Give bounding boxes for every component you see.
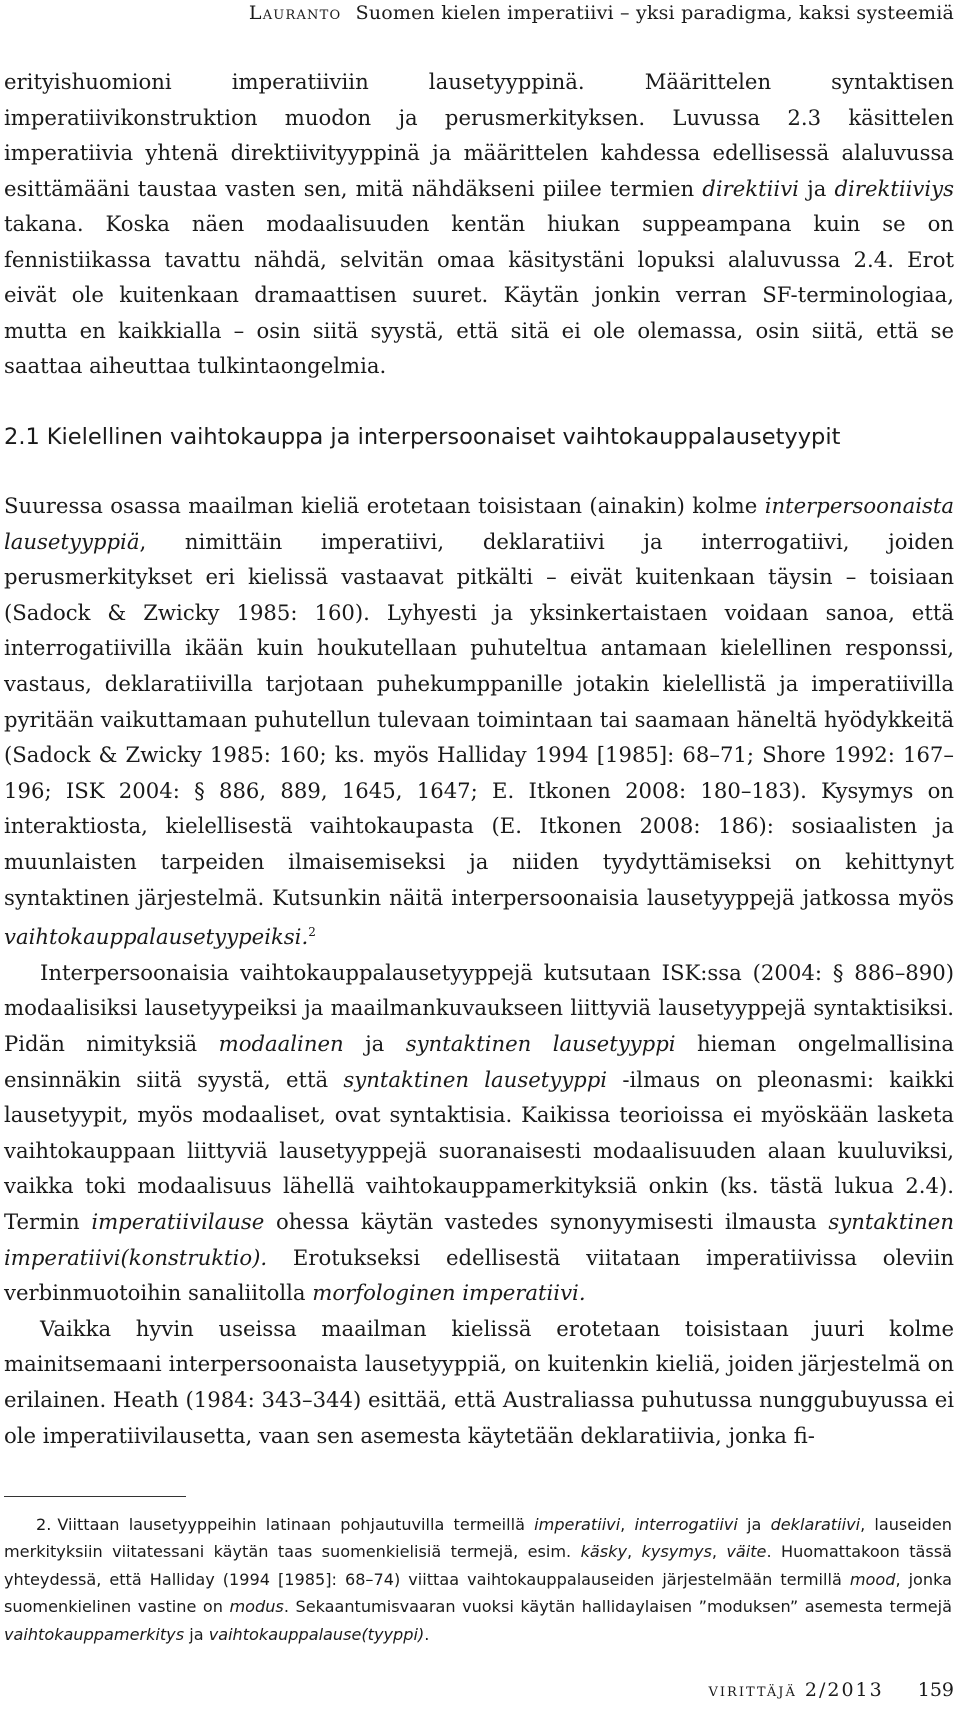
footnote-divider (4, 1496, 186, 1497)
term-italic: syntaktinen lausetyyppi (405, 1030, 676, 1056)
footnote (4, 1511, 952, 1648)
page-number: 159 (917, 1679, 954, 1701)
running-head-title: Suomen kielen imperatiivi – yksi paradigma, kaksi systeemiä (355, 2, 954, 24)
term-italic: imperatiivi (534, 1515, 621, 1534)
term-italic: imperatiivilause (91, 1208, 265, 1234)
text-run: , jonka suomenkielinen vastine on (4, 1569, 952, 1617)
section-number: 2.1 (4, 424, 40, 450)
text-run: Vaikka hyvin useissa maailman kielissä erotetaan toisistaan juuri kolme mainitsemaani interpersoonaista lausetyyppiä, on kuitenkin kieliä, joiden järjestelmä on erilainen. Heath (1984: 343–344) esittää, että Australiassa puhutussa nunggubuyussa ei ole imperatiivilausetta, vaan sen asemesta käytetään deklaratiivia, jonka fi- (4, 1315, 955, 1448)
text-run: . Huomattakoon tässä yhteydessä, että Halliday (1994 [1985]: 68–74) viittaa vaihtokauppalauseiden järjestelmään termillä (4, 1542, 953, 1589)
term-italic: modus (229, 1597, 284, 1617)
term-italic: vaihtokauppalause(tyyppi) (208, 1624, 425, 1644)
term-italic: direktiiviys (834, 175, 954, 201)
text-run: . Sekaantumisvaaran vuoksi käytän hallidaylaisen ”moduksen” asemesta termejä (283, 1597, 952, 1617)
term-italic: deklaratiivi (770, 1515, 861, 1534)
text-run: ja (343, 1030, 406, 1056)
paragraph-2 (4, 955, 954, 1311)
text-run: , (626, 1542, 642, 1562)
term-italic: interpersoonaista lausetyyppiä (4, 493, 954, 554)
section-heading (4, 424, 840, 450)
term-italic: vaihtokauppalausetyypeiksi. (4, 924, 309, 950)
paragraph-3 (4, 1311, 954, 1453)
term-italic: modaalinen (218, 1030, 344, 1056)
term-italic: käsky (580, 1542, 627, 1562)
running-head (249, 2, 954, 24)
term-italic: interrogatiivi (634, 1515, 738, 1534)
term-italic: vaihtokauppamerkitys (4, 1624, 185, 1644)
text-run: . (424, 1624, 430, 1644)
running-head-author: Lauranto (248, 2, 342, 24)
text-run: , lauseiden merkityksiin viitatessani käytän taas suomenkielisiä termejä, esim. (4, 1515, 952, 1562)
footnote-marker[interactable]: 2 (308, 925, 316, 940)
text-run: ja (737, 1515, 771, 1534)
text-run: ja (798, 175, 835, 201)
section-body (4, 488, 954, 1453)
term-italic: väite (726, 1542, 767, 1562)
term-italic: direktiivi (702, 175, 799, 201)
page-footer (709, 1679, 954, 1701)
text-run: erityishuomioni imperatiiviin lausetyyppinä. Määrittelen syntaktisen imperatiivikonstruktion muodon ja perusmerkityksen. Luvussa 2.3 käsittelen imperatiivia yhtenä direktiivityyppinä ja määrittelen kahdessa edellisessä alaluvussa esittämääni taustaa vasten sen, mitä nähdäkseni piilee termien (4, 69, 954, 201)
text-run: Viittaan lausetyyppeihin latinaan pohjautuvilla termeillä (57, 1515, 535, 1534)
text-run: Suuressa osassa maailman kieliä erotetaan toisistaan (ainakin) kolme (4, 493, 765, 518)
intro-paragraph (4, 64, 954, 384)
term-italic: mood (849, 1569, 896, 1589)
term-italic: morfologinen imperatiivi. (312, 1280, 586, 1306)
text-run: ohessa käytän vastedes synonyymisesti ilmausta (264, 1208, 829, 1234)
journal-name: virittäjä 2/2013 (708, 1679, 884, 1701)
text-run: , (620, 1515, 635, 1534)
paragraph-1 (4, 488, 954, 955)
text-run: takana. Koska näen modaalisuuden kentän hiukan suppeampana kuin se on fennistiikassa tavattu nähdä, selvitän omaa käsitystäni lopuksi alaluvussa 2.4. Erot eivät ole kuitenkaan dramaattisen suuret. Käytän jonkin verran SF-terminologiaa, mutta en kaikkialla – osin siitä syystä, että sitä ei ole olemassa, osin siitä, että se saattaa aiheuttaa tulkintaongelmia. (4, 211, 954, 378)
text-run: hieman ongelmallisina ensinnäkin siitä syystä, että (4, 1030, 954, 1092)
term-italic: syntaktinen lausetyyppi (343, 1066, 608, 1092)
text-run: , nimittäin imperatiivi, deklaratiivi ja interrogatiivi, joiden perusmerkitykset eri kielissä vastaavat pitkälti – eivät kuitenkaan täysin – toisiaan (Sadock & Zwicky 1985: 160). Lyhyesti ja yksinkertaistaen voidaan sanoa, että interrogatiivilla ikään kuin houkutellaan puhuteltua antamaan kielellinen responssi, vastaus, deklaratiivilla tarjotaan puhekumppanille jotakin kielellistä ja imperatiivilla pyritään vaikuttamaan puhutellun tulevaan toimintaan tai saamaan häneltä hyödykkeitä (Sadock & Zwicky 1985: 160; ks. myös Halliday 1994 [1985]: 68–71; Shore 1992: 167–196; ISK 2004: § 886, 889, 1645, 1647; E. Itkonen 2008: 180–183). Kysymys on interaktiosta, kielellisestä vaihtokaupasta (E. Itkonen 2008: 186): sosiaalisten ja muunlaisten tarpeiden ilmaisemiseksi ja niiden tyydyttämiseksi on kehittynyt syntaktinen järjestelmä. Kutsunkin näitä interpersoonaisia lausetyyppejä jatkossa myös (4, 528, 954, 910)
term-italic: syntaktinen imperatiivi(konstruktio). (4, 1208, 954, 1270)
text-run: ja (184, 1624, 209, 1644)
section-title: Kielellinen vaihtokauppa ja interpersoonaiset vaihtokauppalausetyypit (46, 424, 841, 450)
footnote-number: 2. (36, 1515, 52, 1534)
text-run: , (711, 1542, 727, 1562)
intro-text (4, 64, 954, 384)
text-run: Erotukseksi edellisestä viitataan imperatiivissa oleviin verbinmuotoihin sanaliitolla (4, 1244, 954, 1306)
text-run: Interpersoonaisia vaihtokauppalausetyyppejä kutsutaan ISK:ssa (2004: § 886–890) modaalisiksi lausetyypeiksi ja maailmankuvaukseen liittyviä lausetyyppejä syntaktisiksi. Pidän nimityksiä (4, 959, 954, 1056)
text-run: -ilmaus on pleonasmi: kaikki lausetyypit, myös modaaliset, ovat syntaktisia. Kaikissa teorioissa ei myöskään lasketa vaihtokauppaan liittyviä lausetyyppejä suoranaisesti modaalisuuden alaan kuuluviksi, vaikka toki modaalisuus lähellä vaihtokauppamerkityksiä onkin (ks. tästä lukua 2.4). Termin (4, 1066, 954, 1234)
term-italic: kysymys (641, 1542, 712, 1562)
